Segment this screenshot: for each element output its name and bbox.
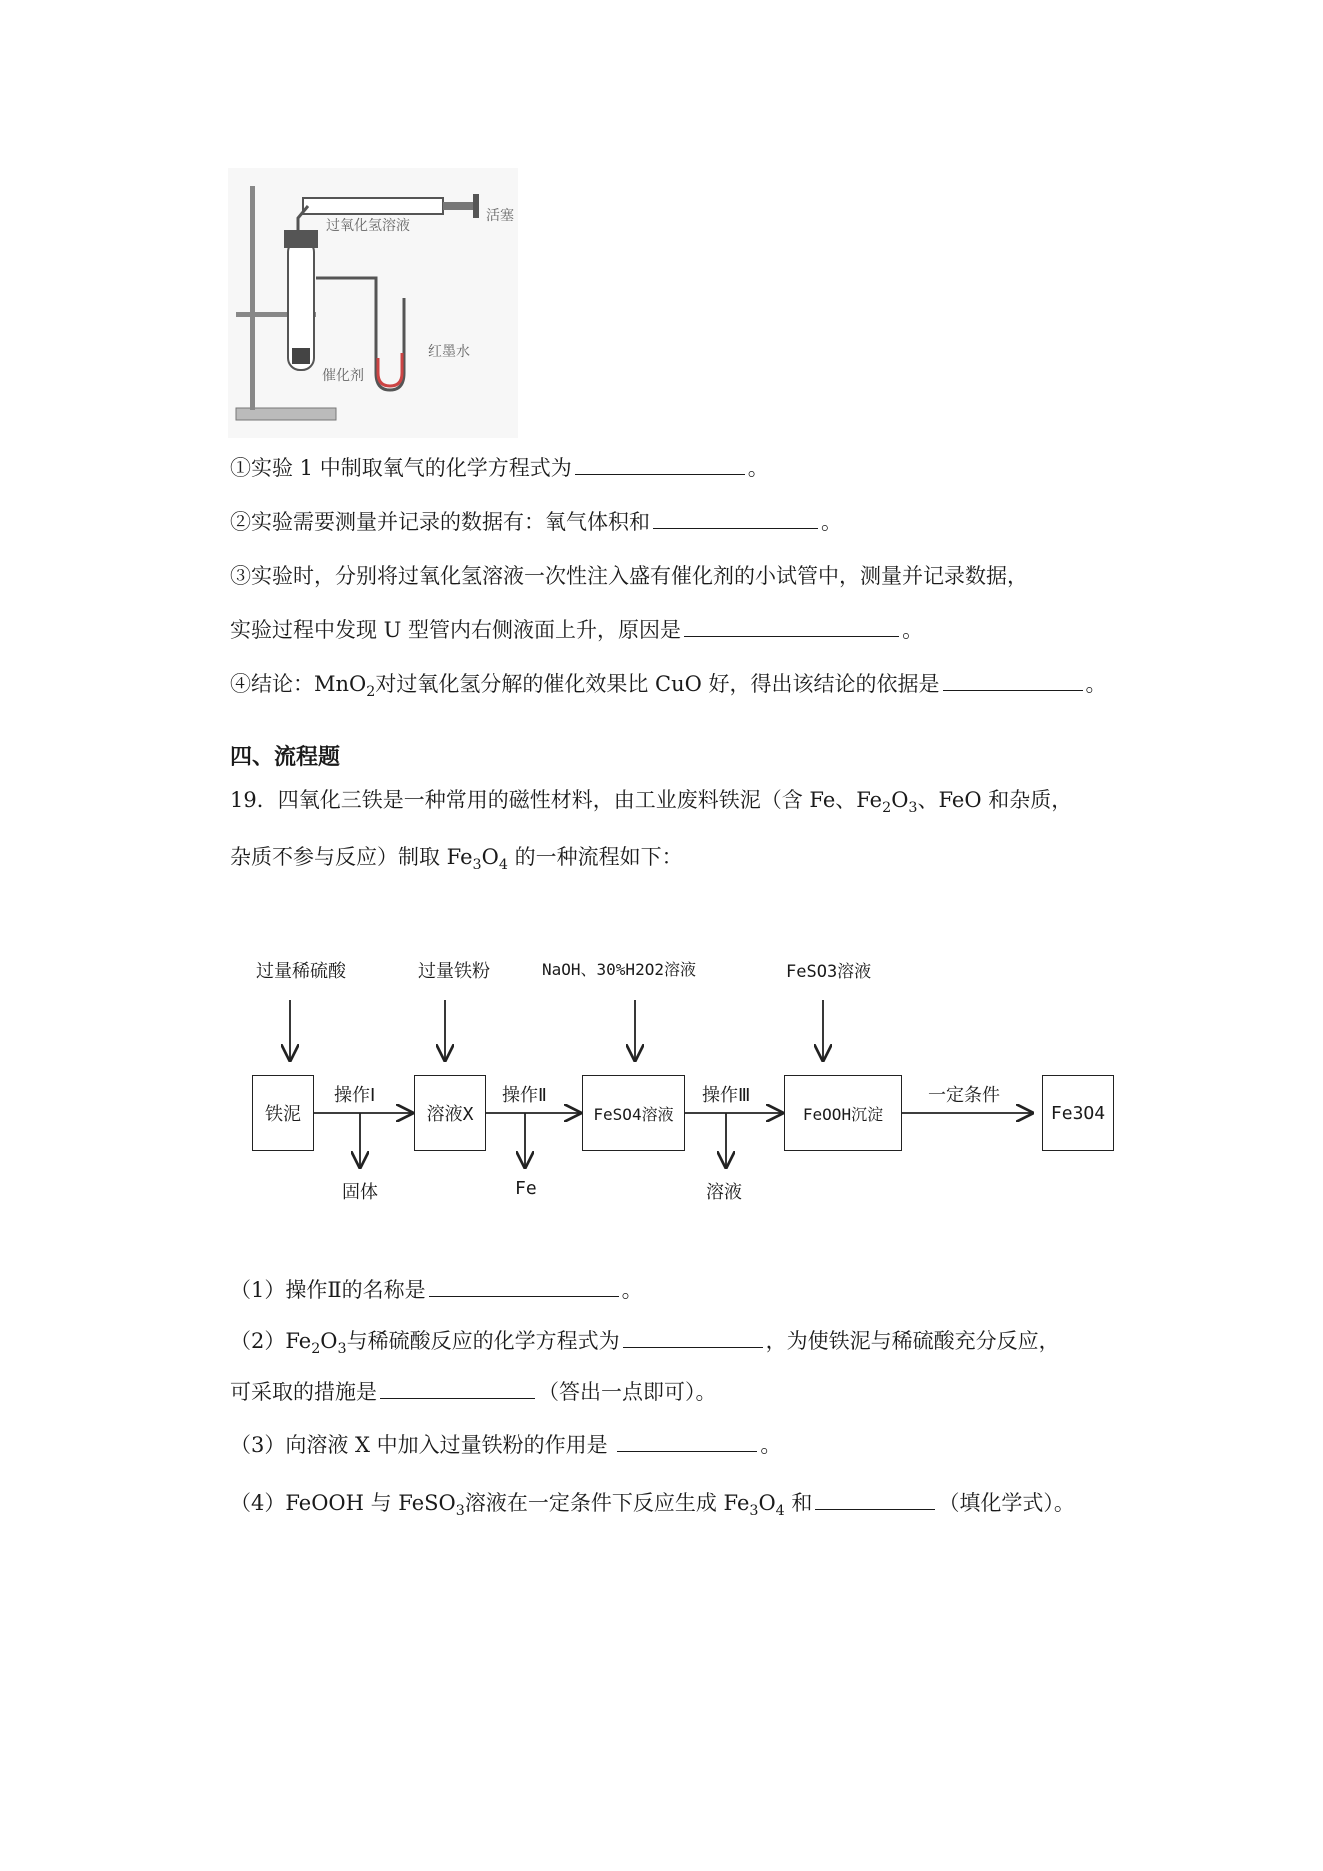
q19-line-1: 19．四氧化三铁是一种常用的磁性材料，由工业废料铁泥（含 Fe、$Fe_2O_3$、FeO 和杂质， bbox=[230, 788, 1073, 817]
label-operation-3: 操作Ⅲ bbox=[702, 1085, 751, 1106]
question-4: ④结论：MnO$_2$对过氧化氢分解的催化效果比 CuO 好，得出该结论的依据是 。 bbox=[230, 672, 1107, 701]
box-iron-mud: 铁泥 bbox=[252, 1075, 314, 1151]
answer-blank[interactable] bbox=[684, 616, 899, 637]
process-flow-diagram bbox=[240, 945, 1140, 1215]
question-1: ①实验 1 中制取氧气的化学方程式为 。 bbox=[230, 456, 769, 480]
reagent-dilute-sulfuric-acid: 过量稀硫酸 bbox=[256, 961, 346, 982]
label-operation-2: 操作Ⅱ bbox=[502, 1085, 547, 1106]
output-solid: 固体 bbox=[342, 1182, 378, 1203]
sub-question-4: （4）FeOOH 与 FeSO$_3$溶液在一定条件下反应生成 $Fe_3O_4$ 和 （填化学式）。 bbox=[230, 1491, 1075, 1520]
reagent-feso3: FeSO3溶液 bbox=[786, 962, 872, 982]
apparatus-diagram bbox=[228, 168, 518, 438]
flow-arrows bbox=[240, 945, 1140, 1215]
label-operation-1: 操作Ⅰ bbox=[334, 1085, 376, 1106]
section-title: 四、流程题 bbox=[230, 745, 341, 770]
sub-question-1: （1）操作Ⅱ的名称是 。 bbox=[230, 1278, 643, 1302]
answer-blank[interactable] bbox=[943, 670, 1083, 691]
label-catalyst: 催化剂 bbox=[322, 368, 364, 384]
reagent-iron-powder: 过量铁粉 bbox=[418, 961, 490, 982]
sub-question-2-line-2: 可采取的措施是 （答出一点即可）。 bbox=[230, 1380, 717, 1404]
answer-blank[interactable] bbox=[575, 454, 745, 475]
label-piston: 活塞 bbox=[486, 208, 514, 224]
answer-blank[interactable] bbox=[380, 1378, 535, 1399]
question-2: ②实验需要测量并记录的数据有：氧气体积和 。 bbox=[230, 510, 842, 534]
label-certain-condition: 一定条件 bbox=[928, 1085, 1000, 1106]
answer-blank[interactable] bbox=[815, 1489, 935, 1510]
output-fe: Fe bbox=[515, 1178, 537, 1199]
answer-blank[interactable] bbox=[429, 1276, 619, 1297]
label-red-water: 红墨水 bbox=[428, 344, 470, 360]
sub-question-2: $(2)Fe_2O_3$与稀硫酸反应的化学方程式为 ，为使铁泥与稀硫酸充分反应， bbox=[230, 1329, 1060, 1358]
box-fe3o4: Fe3O4 bbox=[1042, 1075, 1114, 1151]
box-feso4-solution: FeSO4溶液 bbox=[582, 1075, 685, 1151]
box-feooh-precipitate: FeOOH沉淀 bbox=[784, 1075, 902, 1151]
reagent-naoh-h2o2: NaOH、30%H2O2溶液 bbox=[542, 960, 696, 979]
question-3-line-1: ③实验时，分别将过氧化氢溶液一次性注入盛有催化剂的小试管中，测量并记录数据， bbox=[230, 564, 1028, 588]
answer-blank[interactable] bbox=[653, 508, 818, 529]
q19-line-2: 杂质不参与反应）制取 $Fe_3O_4$ 的一种流程如下： bbox=[230, 845, 683, 874]
answer-blank[interactable] bbox=[623, 1327, 763, 1348]
label-solution: 过氧化氢溶液 bbox=[326, 218, 410, 234]
question-3-line-2: 实验过程中发现 U 型管内右侧液面上升，原因是 。 bbox=[230, 618, 924, 642]
answer-blank[interactable] bbox=[617, 1431, 757, 1452]
output-solution: 溶液 bbox=[706, 1182, 742, 1203]
box-solution-x: 溶液X bbox=[414, 1075, 486, 1151]
sub-question-3: （3）向溶液 X 中加入过量铁粉的作用是 。 bbox=[230, 1433, 782, 1457]
